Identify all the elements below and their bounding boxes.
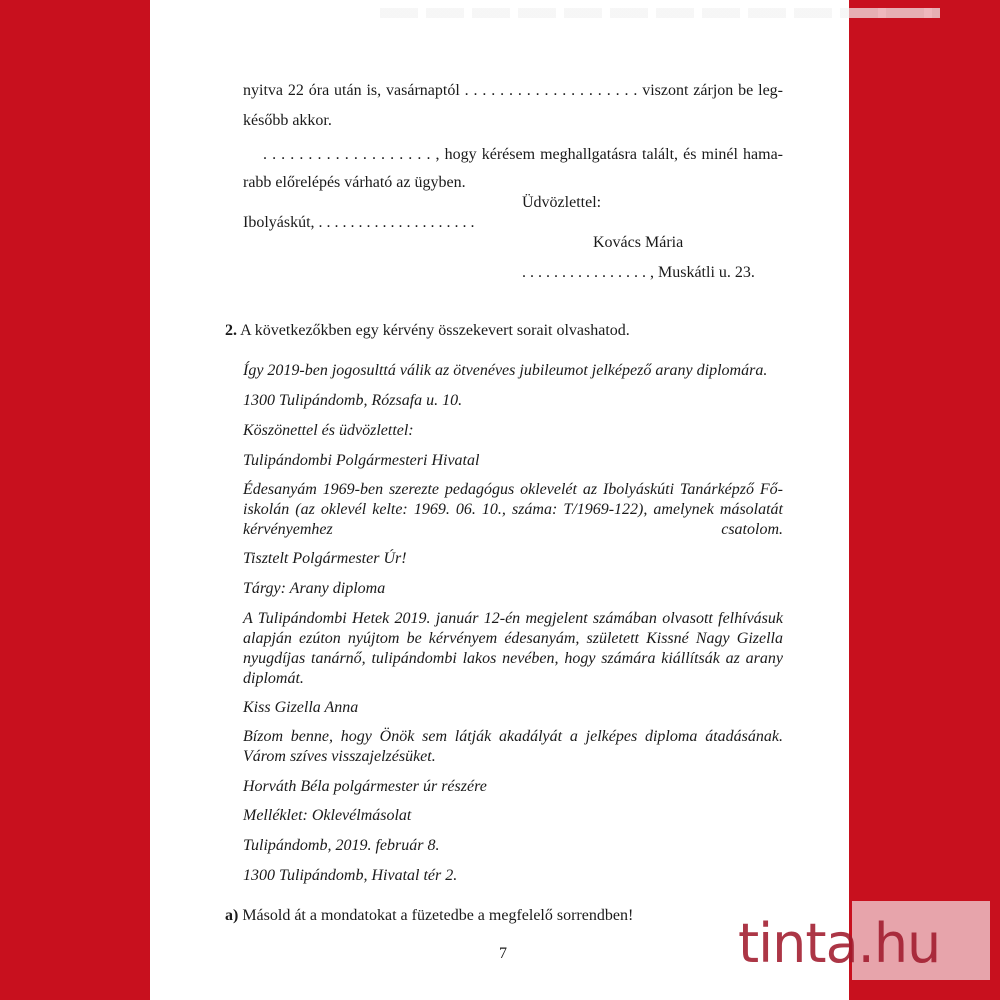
- letter-line-2: később akkor.: [243, 112, 332, 129]
- shuffled-line-11: Horváth Béla polgármester úr részére: [243, 778, 487, 795]
- shuffled-line-9: Kiss Gizella Anna: [243, 699, 359, 716]
- shuffled-line-5: Édesanyám 1969-ben szerezte pedagógus oklevelét az Ibolyáskúti Tanárképző Fő-iskolán (az oklevél kelte: 1969. 06. 10., száma: T/1969-122), amelynek másolatát kérvényemhez csatolom.: [243, 481, 783, 538]
- shuffled-line-14: 1300 Tulipándomb, Hivatal tér 2.: [243, 867, 458, 884]
- letter-place-date: Ibolyáskút, . . . . . . . . . . . . . . . . . . . .: [243, 214, 475, 231]
- shuffled-line-7: Tárgy: Arany diploma: [243, 580, 386, 597]
- shuffled-line-1: Így 2019-ben jogosulttá válik az ötvenéves jubileumot jelképező arany diplomára.: [243, 362, 768, 379]
- subtask-a: [225, 906, 633, 926]
- shuffled-line-4: Tulipándombi Polgármesteri Hivatal: [243, 452, 480, 469]
- task-2-header: [225, 321, 630, 341]
- shuffled-line-8: A Tulipándombi Hetek 2019. január 12-én megjelent számában olvasott felhívásuk alapján ezúton nyújtom be kérvényem édesanyám, született Kissné Nagy Gizella nyugdíjas tanárnő, tulipándombi lakos nevében, hogy számára kiállítsák az arany diplomát.: [243, 610, 783, 687]
- shuffled-line-6: Tisztelt Polgármester Úr!: [243, 550, 407, 567]
- letter-line-3: . . . . . . . . . . . . . . . . . . . , hogy kérésem meghallgatásra talált, és minél hama-: [263, 146, 783, 163]
- letter-address: . . . . . . . . . . . . . . . . , Muskátli u. 23.: [522, 264, 755, 281]
- subtask-label: a): [225, 907, 239, 924]
- task-number: 2.: [225, 322, 237, 339]
- page-number: 7: [499, 945, 507, 962]
- shuffled-line-3: Köszönettel és üdvözlettel:: [243, 422, 414, 439]
- letter-signature-name: Kovács Mária: [593, 234, 684, 251]
- tinta-watermark-logo: tinta.hu: [738, 912, 941, 975]
- faded-previous-text: [380, 8, 940, 18]
- subtask-text: Másold át a mondatokat a füzetedbe a megfelelő sorrendben!: [242, 907, 634, 924]
- letter-greeting: Üdvözlettel:: [522, 194, 602, 211]
- book-page: [150, 0, 849, 1000]
- shuffled-line-13: Tulipándomb, 2019. február 8.: [243, 837, 440, 854]
- task-intro: A következőkben egy kérvény összekevert sorait olvashatod.: [240, 322, 630, 339]
- shuffled-line-2: 1300 Tulipándomb, Rózsafa u. 10.: [243, 392, 463, 409]
- letter-line-4: rabb előrelépés várható az ügyben.: [243, 174, 466, 191]
- shuffled-line-12: Melléklet: Oklevélmásolat: [243, 807, 412, 824]
- letter-line-1: nyitva 22 óra után is, vasárnaptól . . . . . . . . . . . . . . . . . . . . viszont zárjon be leg-: [243, 82, 783, 99]
- shuffled-line-10: Bízom benne, hogy Önök sem látják akadályát a jelképes diploma átadásának. Várom szíves visszajelzésüket.: [243, 728, 783, 765]
